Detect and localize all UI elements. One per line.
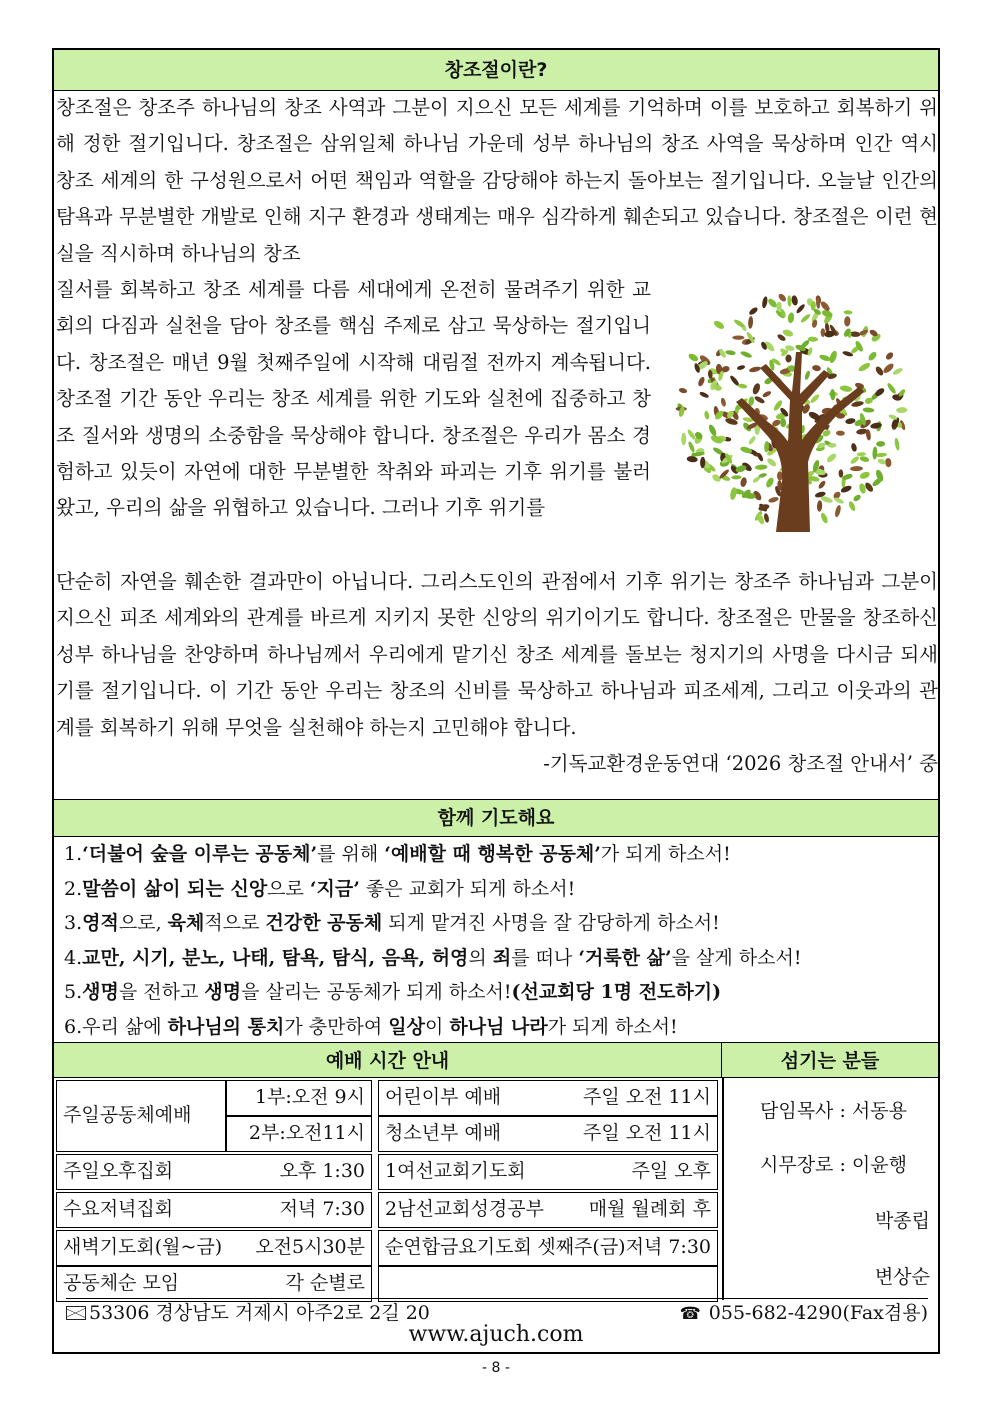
leaf-mark: [804, 370, 811, 380]
leaf-mark: [787, 295, 792, 307]
prayer-emphasis: 교만, 시기, 분노, 나태, 탐욕, 탐식, 음욕, 허영: [82, 946, 469, 969]
leaf-mark: [872, 446, 877, 459]
leaf-mark: [765, 477, 775, 489]
leaf-mark: [687, 352, 699, 362]
leaf-mark: [720, 397, 727, 407]
prayer-text: 을 살게 하소서!: [671, 946, 802, 969]
leaf-mark: [747, 435, 756, 446]
dawn-prayer-row: 새벽기도회(월~금) 오전5시30분: [56, 1230, 372, 1266]
telephone-icon: ☎: [679, 1304, 701, 1324]
group-meeting-row: 공동체순 모임 각 순별로: [56, 1266, 372, 1302]
leaf-mark: [874, 365, 885, 377]
leaf-mark: [839, 385, 852, 393]
leaf-mark: [819, 354, 832, 363]
leaf-mark: [850, 466, 863, 471]
prayer-text: 5.: [64, 981, 83, 1003]
prayer-text: 2.: [64, 877, 83, 900]
leaf-mark: [896, 407, 907, 413]
leaf-mark: [892, 367, 904, 376]
creation-paragraph-1: 창조절은 창조주 하나님의 창조 사역과 그분이 지으신 모든 세계를 기억하며 이를 보호하고 회복하기 위해 정한 절기입니다. 창조절은 삼위일체 하나님 가운데 성부 하나님의 창조 사역을 묵상하며 인간 역시 창조 세계의 한 구성원으로서 어떤 책임과 역할을 감당해야 하는지 돌아보는 절기입니다. 오늘날 인간의 탐욕과 무분별한 개발로 인해 지구 환경과 생태계는 매우 심각하게 훼손되고 있습니다. 창조절은 이런 현실을 직시하며 하나님의 창조: [56, 96, 938, 265]
leaf-mark: [844, 310, 853, 315]
prayer-list: [64, 837, 934, 1044]
prayer-emphasis: 생명: [82, 981, 119, 1003]
leaf-mark: [740, 350, 753, 359]
staff-elder: 시무장로 : 이윤행: [760, 1154, 907, 1176]
bulletin-page: [52, 48, 940, 1354]
leaf-mark: [885, 458, 892, 468]
prayer-emphasis: 하나님 나라: [449, 1015, 548, 1038]
prayer-text: 을 전하고: [118, 981, 205, 1003]
leaf-mark: [777, 292, 787, 302]
prayer-text: 3.: [64, 912, 83, 934]
men-mission-row: 2남선교회성경공부 매월 월례회 후: [378, 1192, 718, 1228]
leaf-mark: [755, 464, 768, 470]
leaf-mark: [748, 316, 754, 329]
leaf-mark: [867, 350, 878, 361]
leaf-mark: [766, 457, 778, 468]
leaf-mark: [731, 475, 741, 480]
leaf-mark: [828, 350, 838, 364]
leaf-mark: [787, 312, 795, 324]
tree-icon: [664, 282, 922, 552]
creation-paragraph-3: [56, 564, 938, 782]
prayer-text: 을 살리는 공동체가 되게 하소서!: [241, 981, 512, 1003]
leaf-mark: [857, 361, 871, 372]
leaf-mark: [687, 441, 696, 453]
tree-illustration: [664, 282, 922, 552]
prayer-emphasis: 죄: [492, 946, 512, 969]
afternoon-service-row: 주일오후집회 오후 1:30: [56, 1154, 372, 1190]
worship-section-header: 예배 시간 안내: [54, 1042, 722, 1078]
leaf-mark: [812, 364, 822, 371]
prayer-emphasis: ‘거룩한 삶’: [578, 946, 672, 969]
leaf-mark: [845, 417, 856, 424]
empty-cell: [378, 1266, 718, 1302]
prayer-text: 6.우리 삶에: [64, 1015, 168, 1038]
staff-elder-2: 박종립: [874, 1210, 930, 1232]
prayer-text: 4.: [64, 946, 83, 969]
leaf-mark: [820, 512, 829, 524]
leaf-mark: [791, 295, 799, 306]
staff-pastor: 담임목사 : 서동용: [760, 1100, 907, 1122]
leaf-mark: [780, 418, 787, 428]
leaf-mark: [836, 430, 845, 436]
leaf-mark: [795, 303, 806, 314]
leaf-mark: [876, 441, 885, 447]
leaf-mark: [678, 387, 687, 394]
leaf-mark: [825, 452, 837, 464]
leaf-mark: [859, 470, 871, 480]
prayer-text: 으로,: [118, 912, 168, 934]
leaf-mark: [749, 366, 762, 373]
prayer-text: 가 충만하여: [284, 1015, 389, 1038]
leaf-mark: [850, 443, 857, 453]
leaf-mark: [707, 424, 717, 438]
leaf-mark: [851, 400, 864, 408]
friday-prayer-row: 순연합금요기도회 셋째주(금)저녁 7:30: [378, 1230, 718, 1266]
phone-text: 055-682-4290(Fax겸용): [708, 1302, 928, 1324]
prayer-emphasis: 육체: [167, 912, 205, 934]
tree-trunk: [736, 352, 864, 532]
prayer-text: 를 위해: [317, 843, 385, 865]
website-link[interactable]: www.ajuch.com: [408, 1322, 584, 1347]
leaf-mark: [736, 365, 745, 371]
leaf-mark: [834, 504, 842, 517]
leaf-mark: [768, 496, 780, 504]
prayer-text: 의: [468, 946, 493, 969]
leaf-mark: [886, 382, 897, 395]
creation-paragraph-3-text: 단순히 자연을 훼손한 결과만이 아닙니다. 그리스도인의 관점에서 기후 위기는 창조주 하나님과 그분이 지으신 피조 세계와의 관계를 바르게 지키지 못한 신앙의 위기이기도 합니다. 창조절은 만물을 창조하신 성부 하나님을 찬양하며 하나님께서 우리에게 맡기신 창조 세계를 돌보는 청지기의 사명을 다시금 되새기를 절기입니다. 이 기간 동안 우리는 창조의 신비를 묵상하고 하나님과 피조세계, 그리고 이웃과의 관계를 회복하기 위해 무엇을 실천해야 하는지 고민해야 합니다.: [56, 570, 938, 739]
leaf-mark: [785, 354, 791, 362]
prayer-text: 가 되게 하소서!: [600, 843, 731, 865]
prayer-emphasis: 영적: [82, 912, 119, 934]
staff-elder-3: 변상순: [874, 1266, 930, 1288]
envelope-icon: [66, 1306, 86, 1320]
leaf-mark: [686, 456, 698, 463]
leaf-mark: [763, 513, 770, 523]
leaf-mark: [852, 493, 862, 502]
leaf-mark: [859, 455, 870, 462]
staff-list: [724, 1080, 936, 1300]
prayer-emphasis: 건강한 공동체: [265, 912, 383, 934]
prayer-text: 가 되게 하소서!: [547, 1015, 678, 1038]
creation-paragraph-2: 질서를 회복하고 창조 세계를 다름 세대에게 온전히 물려주기 위한 교회의 다짐과 실천을 담아 창조를 핵심 주제로 삼고 묵상하는 절기입니다. 창조절은 매년 9월 첫째주일에 시작해 대림절 전까지 계속됩니다. 창조절 기간 동안 우리는 창조 세계를 위한 기도와 실천에 집중하고 창조 질서와 생명의 소중함을 묵상해야 합니다. 창조절은 우리가 몸소 경험하고 있듯이 자연에 대한 무분별한 착취와 파괴는 기후 위기를 불러왔고, 우리의 삶을 위협하고 있습니다. 그러나 기후 위기를: [56, 278, 651, 520]
sunday-worship-first: 1부:오전 9시: [226, 1080, 372, 1116]
prayer-emphasis: (선교회당 1명 전도하기): [511, 981, 722, 1003]
prayer-item: [64, 872, 934, 907]
leaf-mark: [844, 316, 851, 327]
prayer-item: [64, 837, 934, 872]
leaf-mark: [885, 351, 895, 361]
prayer-text: 를 떠나: [511, 946, 579, 969]
leaf-mark: [817, 500, 823, 512]
leaf-mark: [733, 318, 745, 328]
prayer-text: 되게 맡겨진 사명을 잘 감당하게 하소서!: [382, 912, 720, 934]
leaf-mark: [849, 455, 860, 465]
address-text: 53306 경상남도 거제시 아주2로 2길 20: [89, 1302, 430, 1324]
leaf-mark: [725, 350, 736, 356]
prayer-text: 으로: [267, 877, 310, 900]
leaf-mark: [699, 391, 710, 399]
prayer-section-header: 함께 기도해요: [54, 799, 938, 837]
leaf-mark: [894, 438, 900, 451]
prayer-emphasis: 일상: [388, 1015, 425, 1038]
leaf-mark: [838, 469, 843, 477]
staff-section-header: 섬기는 분들: [722, 1042, 938, 1078]
leaf-mark: [732, 336, 744, 340]
article-source: -기독교환경운동연대 ‘2026 창조절 안내서’ 중: [543, 752, 938, 776]
leaf-mark: [704, 410, 710, 419]
prayer-emphasis: 생명: [204, 981, 242, 1003]
prayer-text: 이: [424, 1015, 450, 1038]
leaf-mark: [761, 296, 768, 309]
children-worship-row: 어린이부 예배 주일 오전 11시: [378, 1080, 718, 1116]
leaf-mark: [848, 500, 857, 512]
page-number: - 8 -: [482, 1360, 510, 1376]
youth-worship-row: 청소년부 예배 주일 오전 11시: [378, 1116, 718, 1152]
wednesday-service-row: 수요저녁집회 저녁 7:30: [56, 1192, 372, 1228]
sunday-worship-label: 주일공동체예배: [56, 1080, 226, 1152]
prayer-emphasis: ‘예배할 때 행복한 공동체’: [384, 843, 601, 865]
leaf-mark: [751, 382, 761, 395]
prayer-emphasis: 말씀이 삶이 되는 신앙: [82, 877, 268, 900]
creation-section-header: 창조절이란?: [54, 50, 938, 91]
leaf-mark: [877, 458, 887, 466]
leaf-mark: [681, 433, 686, 445]
prayer-text: 1.: [64, 843, 83, 865]
prayer-item: [64, 975, 934, 1010]
leaf-mark: [713, 319, 726, 330]
prayer-item: [64, 906, 934, 941]
prayer-text: 좋은 교회가 되게 하소서!: [359, 877, 576, 900]
prayer-emphasis: ‘지금’: [309, 877, 360, 900]
leaf-mark: [857, 452, 866, 457]
prayer-emphasis: 하나님의 통치: [167, 1015, 285, 1038]
prayer-item: [64, 1010, 934, 1045]
women-mission-row: 1여선교회기도회 주일 오후: [378, 1154, 718, 1190]
leaf-mark: [800, 313, 812, 324]
leaf-mark: [697, 376, 706, 387]
sunday-worship-second: 2부:오전11시: [226, 1116, 372, 1152]
leaf-mark: [863, 407, 875, 413]
prayer-emphasis: ‘더불어 숲을 이루는 공동체’: [82, 843, 318, 865]
prayer-text: 적으로: [204, 912, 266, 934]
leaf-mark: [777, 471, 783, 480]
leaf-mark: [820, 328, 825, 337]
prayer-item: [64, 941, 934, 976]
leaf-mark: [710, 434, 724, 445]
leaf-mark: [762, 390, 772, 398]
leaf-mark: [817, 480, 826, 490]
leaf-mark: [830, 389, 836, 401]
leaf-mark: [840, 484, 853, 494]
leaf-mark: [748, 306, 759, 316]
